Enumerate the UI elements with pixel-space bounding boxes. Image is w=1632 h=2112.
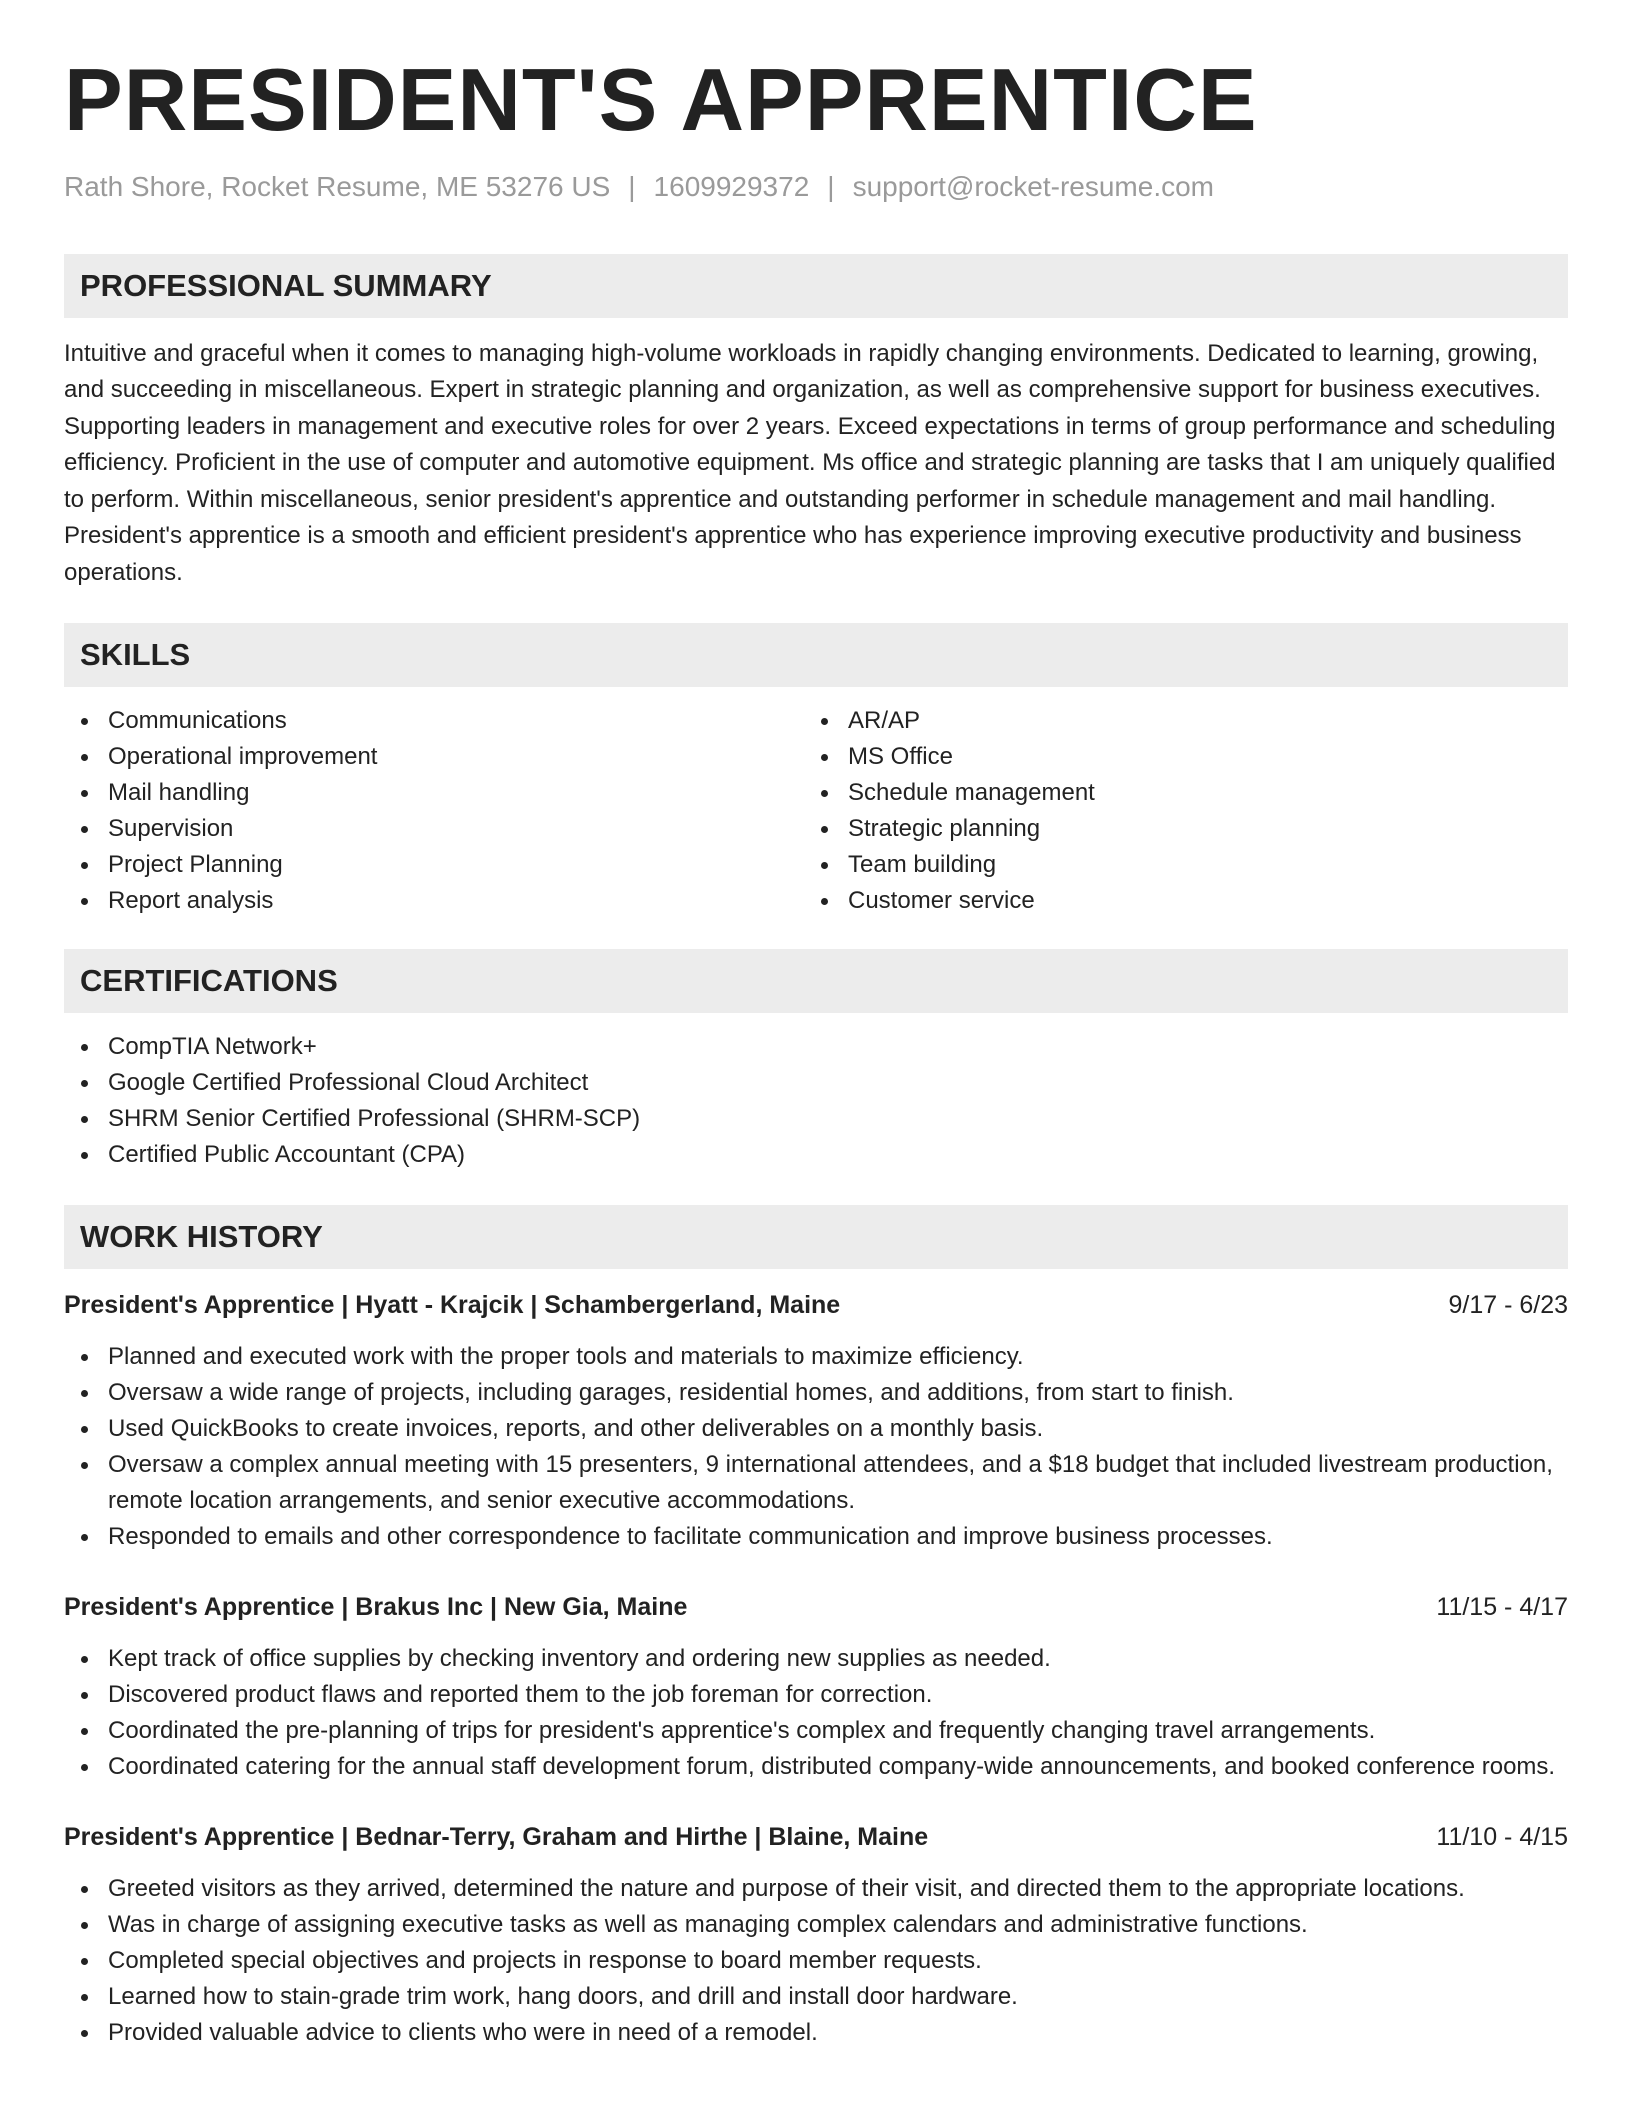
skills-grid [64,703,1568,919]
skills-column-left [64,703,804,919]
job-entry [64,1819,1568,2051]
job-bullet: Responded to emails and other correspondence to facilitate communication and improve business processes. [64,1519,1568,1555]
skill-item: AR/AP [804,703,1544,739]
contact-line [64,170,1568,204]
job-entry [64,1589,1568,1785]
skill-item: Communications [64,703,804,739]
certification-item: SHRM Senior Certified Professional (SHRM-SCP) [64,1101,1568,1137]
job-dates: 11/15 - 4/17 [1436,1593,1568,1622]
certifications-list [64,1029,1568,1173]
skill-item: Supervision [64,811,804,847]
job-bullet: Planned and executed work with the proper tools and materials to maximize efficiency. [64,1339,1568,1375]
skill-item: Project Planning [64,847,804,883]
skill-item: Mail handling [64,775,804,811]
contact-address: Rath Shore, Rocket Resume, ME 53276 US [64,171,611,202]
job-header [64,1589,1568,1625]
certification-item: Certified Public Accountant (CPA) [64,1137,1568,1173]
section-header-summary: PROFESSIONAL SUMMARY [64,254,1568,318]
job-dates: 9/17 - 6/23 [1448,1291,1568,1320]
job-bullet: Learned how to stain-grade trim work, hang doors, and drill and install door hardware. [64,1979,1568,2015]
job-bullet: Kept track of office supplies by checking inventory and ordering new supplies as needed. [64,1641,1568,1677]
job-bullet: Oversaw a complex annual meeting with 15 presenters, 9 international attendees, and a $18 budget that included livestream production, remote location arrangements, and senior executive accommodations. [64,1447,1568,1519]
job-title: President's Apprentice | Bednar-Terry, Graham and Hirthe | Blaine, Maine [64,1823,929,1852]
job-bullet: Completed special objectives and projects in response to board member requests. [64,1943,1568,1979]
certification-item: CompTIA Network+ [64,1029,1568,1065]
job-bullet: Was in charge of assigning executive tasks as well as managing complex calendars and administrative functions. [64,1907,1568,1943]
job-dates: 11/10 - 4/15 [1436,1823,1568,1852]
skill-item: Team building [804,847,1544,883]
job-bullets [64,1641,1568,1785]
job-bullet: Oversaw a wide range of projects, including garages, residential homes, and additions, from start to finish. [64,1375,1568,1411]
skill-item: Report analysis [64,883,804,919]
skill-item: Customer service [804,883,1544,919]
job-bullet: Used QuickBooks to create invoices, reports, and other deliverables on a monthly basis. [64,1411,1568,1447]
section-header-skills: SKILLS [64,623,1568,687]
section-header-certifications: CERTIFICATIONS [64,949,1568,1013]
job-bullet: Coordinated the pre-planning of trips for president's apprentice's complex and frequently changing travel arrangements. [64,1713,1568,1749]
skill-item: Schedule management [804,775,1544,811]
skills-column-right [804,703,1544,919]
contact-separator: | [827,171,835,202]
job-header [64,1819,1568,1855]
summary-text: Intuitive and graceful when it comes to managing high-volume workloads in rapidly changing environments. Dedicated to learning, growing, and succeeding in miscellaneous. Expert in strategic planning and organization, as well as comprehensive support for business executives. Supporting leaders in management and executive roles for over 2 years. Exceed expectations in terms of group performance and scheduling efficiency. Proficient in the use of computer and automotive equipment. Ms office and strategic planning are tasks that I am uniquely qualified to perform. Within miscellaneous, senior president's apprentice and outstanding performer in schedule management and mail handling. President's apprentice is a smooth and efficient president's apprentice who has experience improving executive productivity and business operations. [64,339,1556,586]
job-bullets [64,1871,1568,2051]
job-entry [64,1287,1568,1555]
resume-name: PRESIDENT'S APPRENTICE [64,50,1258,149]
skill-item: Operational improvement [64,739,804,775]
contact-separator: | [628,171,636,202]
job-title: President's Apprentice | Brakus Inc | New Gia, Maine [64,1593,688,1622]
skill-item: MS Office [804,739,1544,775]
job-bullet: Coordinated catering for the annual staff development forum, distributed company-wide announcements, and booked conference rooms. [64,1749,1568,1785]
job-bullet: Discovered product flaws and reported them to the job foreman for correction. [64,1677,1568,1713]
section-header-work-history: WORK HISTORY [64,1205,1568,1269]
job-header [64,1287,1568,1323]
skill-item: Strategic planning [804,811,1544,847]
job-bullet: Greeted visitors as they arrived, determined the nature and purpose of their visit, and directed them to the appropriate locations. [64,1871,1568,1907]
job-title: President's Apprentice | Hyatt - Krajcik | Schambergerland, Maine [64,1291,841,1320]
contact-email: support@rocket-resume.com [852,171,1214,202]
job-bullet: Provided valuable advice to clients who were in need of a remodel. [64,2015,1568,2051]
job-bullets [64,1339,1568,1555]
certification-item: Google Certified Professional Cloud Architect [64,1065,1568,1101]
contact-phone: 1609929372 [653,171,810,202]
